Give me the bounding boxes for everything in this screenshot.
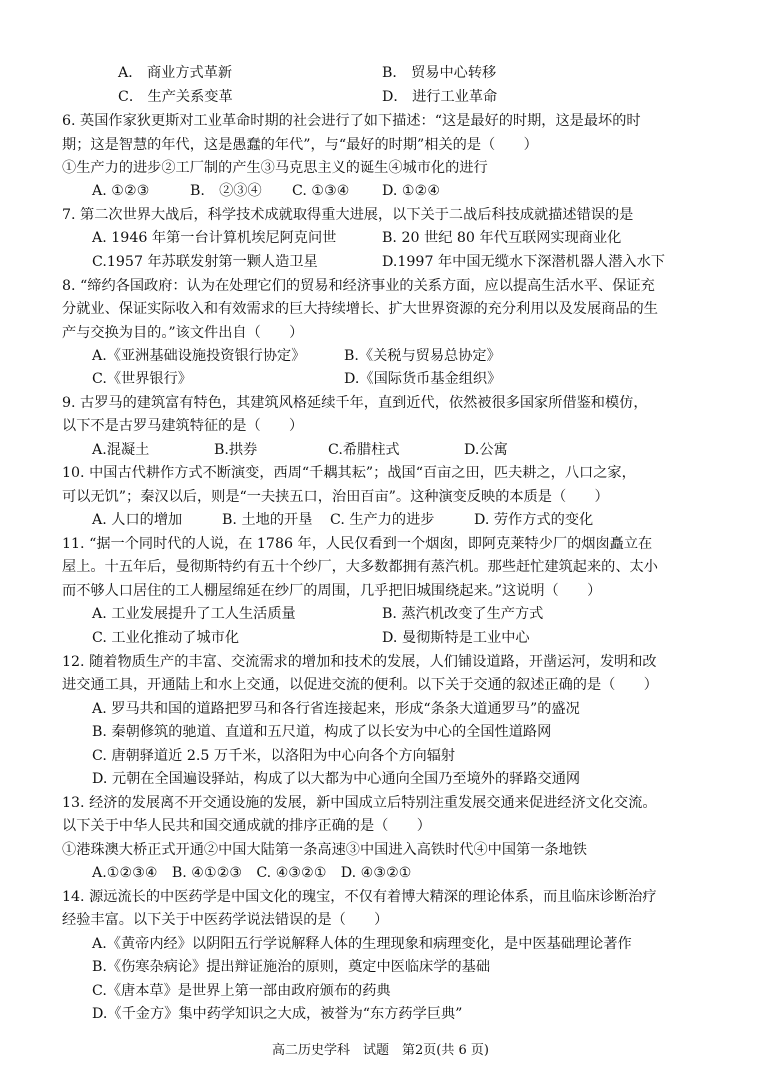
q12-option-a-row — [0, 698, 760, 720]
q10-option-a: A. 人口的增加 — [92, 512, 183, 528]
q6-stem-text: 6. 英国作家狄更斯对工业革命时期的社会进行了如下描述：“这是最好的时期，这是最坏的时 — [62, 113, 641, 129]
q13-stem-text: 以下关于中华人民共和国交通成就的排序正确的是（ ） — [62, 818, 431, 834]
q12-option-c-row — [0, 745, 760, 767]
q6-stem-line-2 — [0, 134, 760, 156]
q6-option-d: D. ①②④ — [382, 183, 441, 199]
q11-option-c: C. 工业化推动了城市化 — [92, 630, 240, 646]
q14-stem-text: 经验丰富。以下关于中医药学说法错误的是（ ） — [62, 912, 389, 928]
q10-stem-text: 可以无饥”；秦汉以后，则是“一夫挟五口，治田百亩”。这种演变反映的本质是（ ） — [62, 489, 609, 505]
q8-stem-text: 8. “缔约各国政府：认为在处理它们的贸易和经济事业的关系方面，应以提高生活水平、保证充 — [62, 278, 655, 294]
q12-stem-line-1 — [0, 651, 760, 673]
q10-option-d: D. 劳作方式的变化 — [474, 512, 594, 528]
q7-option-c: C.1957 年苏联发射第一颗人造卫星 — [92, 254, 318, 270]
q6-stem-line-1 — [0, 110, 760, 132]
q13-options — [0, 862, 760, 884]
q12-option-b-row — [0, 721, 760, 743]
q14-stem-line-1 — [0, 886, 760, 908]
q10-stem-line-1 — [0, 462, 760, 484]
q5-options-row-2 — [0, 86, 760, 108]
q5-option-a: A． 商业方式革新 — [118, 65, 233, 81]
q11-stem-line-3 — [0, 580, 760, 602]
q14-stem-text: 14. 源远流长的中医药学是中国文化的瑰宝，不仅有着博大精深的理论体系，而且临床诊断治疗 — [62, 889, 657, 905]
q6-options — [0, 180, 760, 202]
q5-option-b: B． 贸易中心转移 — [382, 65, 497, 81]
q9-option-b: B.拱券 — [214, 442, 258, 458]
q8-stem-line-1 — [0, 275, 760, 297]
q13-stem-line-3 — [0, 839, 760, 861]
footer-text: 高二历史学科 试题 第2页(共 6 页) — [272, 1043, 489, 1058]
q5-options-row-1 — [0, 62, 760, 84]
q9-stem-line-2 — [0, 415, 760, 437]
q9-option-a: A.混凝土 — [92, 442, 150, 458]
q8-option-a: A.《亚洲基础设施投资银行协定》 — [92, 348, 306, 364]
q8-stem-line-2 — [0, 298, 760, 320]
q7-option-d: D.1997 年中国无缆水下深潜机器人潜入水下 — [382, 254, 665, 270]
q6-option-a: A. ①②③ — [92, 183, 150, 199]
q8-option-c: C.《世界银行》 — [92, 371, 192, 387]
q7-option-a: A. 1946 年第一台计算机埃尼阿克问世 — [92, 230, 337, 246]
q8-options-row-1 — [0, 345, 760, 367]
q12-option-d: D. 元朝在全国遍设驿站，构成了以大都为中心通向全国乃至境外的驿路交通网 — [92, 771, 581, 787]
q10-option-c: C. 生产力的进步 — [330, 512, 435, 528]
q11-option-b: B. 蒸汽机改变了生产方式 — [382, 606, 544, 622]
q14-option-b-row — [0, 956, 760, 978]
q13-options-text: A.①②③④ B. ④①②③ C. ④③②① D. ④③②① — [92, 865, 412, 881]
q12-stem-line-2 — [0, 674, 760, 696]
q14-option-c: C.《唐本草》是世界上第一部由政府颁布的药典 — [92, 983, 391, 999]
q14-option-b: B.《伤寒杂病论》提出辩证施治的原则，奠定中医临床学的基础 — [92, 959, 491, 975]
q6-stem-line-3 — [0, 157, 760, 179]
q10-options — [0, 509, 760, 531]
q12-option-b: B. 秦朝修筑的驰道、直道和五尺道，构成了以长安为中心的全国性道路网 — [92, 724, 552, 740]
q10-stem-text: 10. 中国古代耕作方式不断演变，西周“千耦其耘”；战国“百亩之田，匹夫耕之，八口之家， — [62, 465, 636, 481]
q6-stem-text: 期；这是智慧的年代，这是愚蠢的年代”，与“最好的时期”相关的是（ ） — [62, 137, 538, 153]
q12-option-a: A. 罗马共和国的道路把罗马和各行省连接起来，形成“条条大道通罗马”的盛况 — [92, 701, 580, 717]
q14-option-c-row — [0, 980, 760, 1002]
q9-option-d: D.公寓 — [464, 442, 508, 458]
q14-stem-line-2 — [0, 909, 760, 931]
q10-option-b: B. 土地的开垦 — [222, 512, 313, 528]
page-footer — [0, 1040, 760, 1062]
q6-option-c: C. ①③④ — [292, 183, 350, 199]
q11-stem-text: 而不够人口居住的工人棚屋绵延在纱厂的周围，几乎把旧城围绕起来。”这说明（ ） — [62, 583, 602, 599]
q10-stem-line-2 — [0, 486, 760, 508]
q14-option-a-row — [0, 933, 760, 955]
q11-stem-text: 11. “据一个同时代的人说，在 1786 年，人民仅看到一个烟囱，即阿克莱特少厂的烟囱矗立在 — [62, 536, 653, 552]
q6-stem-text: ①生产力的进步②工厂制的产生③马克思主义的诞生④城市化的进行 — [62, 160, 488, 176]
q11-stem-text: 屋上。十五年后，曼彻斯特约有五十个纱厂，大多数都拥有蒸汽机。那些赶忙建筑起来的、太小 — [62, 559, 658, 575]
q7-options-row-1 — [0, 227, 760, 249]
q11-stem-line-1 — [0, 533, 760, 555]
q7-option-b: B. 20 世纪 80 年代互联网实现商业化 — [382, 230, 622, 246]
q8-options-row-2 — [0, 368, 760, 390]
q5-option-d: D． 进行工业革命 — [382, 89, 498, 105]
q13-stem-line-1 — [0, 792, 760, 814]
q9-stem-line-1 — [0, 392, 760, 414]
q9-stem-text: 以下不是古罗马建筑特征的是（ ） — [62, 418, 304, 434]
q11-stem-line-2 — [0, 556, 760, 578]
q5-option-c: C． 生产关系变革 — [118, 89, 233, 105]
q8-stem-line-3 — [0, 322, 760, 344]
q13-stem-text: ①港珠澳大桥正式开通②中国大陆第一条高速③中国进入高铁时代④中国第一条地铁 — [62, 842, 587, 858]
q8-stem-text: 分就业、保证实际收入和有效需求的巨大持续增长、扩大世界资源的充分利用以及发展商品的生 — [62, 301, 658, 317]
q12-stem-text: 进交通工具，开通陆上和水上交通，以促进交流的便利。以下关于交通的叙述正确的是（ ） — [62, 677, 658, 693]
q11-option-d: D. 曼彻斯特是工业中心 — [382, 630, 530, 646]
q14-option-d: D.《千金方》集中药学知识之大成，被誉为“东方药学巨典” — [92, 1006, 463, 1022]
q9-options — [0, 439, 760, 461]
q13-stem-text: 13. 经济的发展离不开交通设施的发展，新中国成立后特别注重发展交通来促进经济文化交流。 — [62, 795, 657, 811]
q8-option-b: B.《关税与贸易总协定》 — [344, 348, 501, 364]
q7-stem-text: 7. 第二次世界大战后，科学技术成就取得重大进展，以下关于二战后科技成就描述错误的是 — [62, 207, 634, 223]
q12-option-d-row — [0, 768, 760, 790]
q8-option-d: D.《国际货币基金组织》 — [344, 371, 502, 387]
q9-option-c: C.希腊柱式 — [328, 442, 400, 458]
q12-stem-text: 12. 随着物质生产的丰富、交流需求的增加和技术的发展，人们铺设道路，开凿运河，发明和改 — [62, 654, 657, 670]
q7-options-row-2 — [0, 251, 760, 273]
q9-stem-text: 9. 古罗马的建筑富有特色，其建筑风格延续千年，直到近代，依然被很多国家所借鉴和模仿， — [62, 395, 648, 411]
q8-stem-text: 产与交换为目的。”该文件出自（ ） — [62, 325, 304, 341]
q11-options-row-2 — [0, 627, 760, 649]
q6-option-b: B. ②③④ — [190, 183, 262, 199]
q11-option-a: A. 工业发展提升了工人生活质量 — [92, 606, 296, 622]
q12-option-c: C. 唐朝驿道近 2.5 万千米，以洛阳为中心向各个方向辐射 — [92, 748, 456, 764]
q14-option-d-row — [0, 1003, 760, 1025]
q13-stem-line-2 — [0, 815, 760, 837]
q11-options-row-1 — [0, 603, 760, 625]
q14-option-a: A.《黄帝内经》以阴阳五行学说解释人体的生理现象和病理变化，是中医基础理论著作 — [92, 936, 632, 952]
q7-stem-line-1 — [0, 204, 760, 226]
